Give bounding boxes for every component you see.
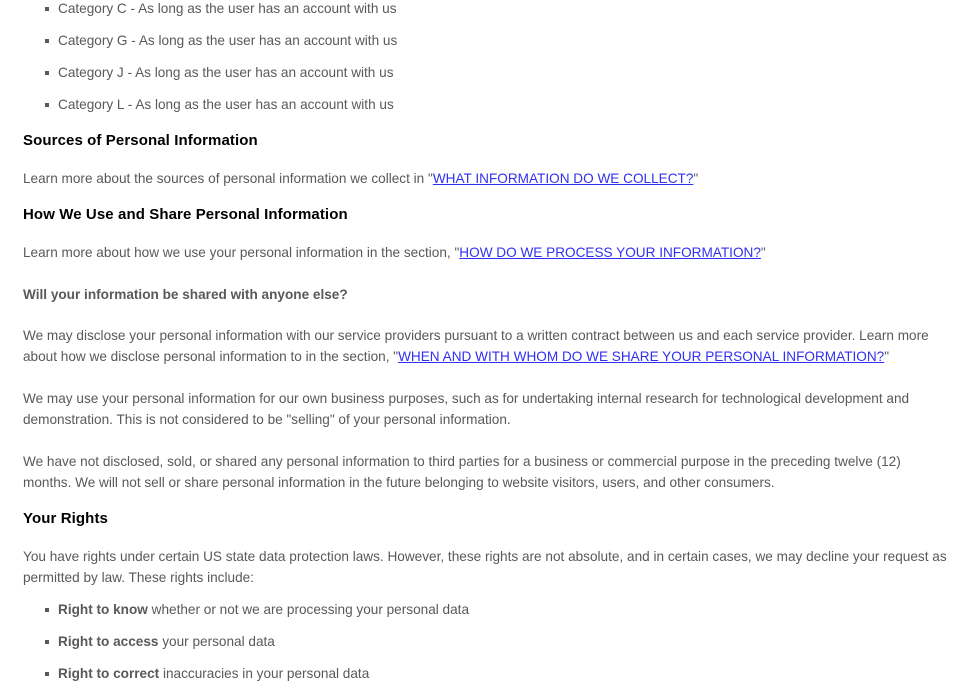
- retention-period: - As long as the user has an account with us: [127, 33, 398, 48]
- category-name: Category G: [58, 33, 128, 48]
- disclose-text-end: ": [884, 349, 890, 364]
- retention-period: - As long as the user has an account with us: [123, 65, 394, 80]
- disclose-text: We may disclose your personal information with our service providers pursuant to a written contract between us and each service provider. Learn more about how we disclose personal information to in the section, ": [23, 328, 929, 364]
- list-item: [23, 32, 397, 64]
- list-item: [23, 0, 397, 32]
- use-share-text-end: ": [760, 245, 766, 260]
- right-description: your personal data: [158, 634, 275, 649]
- use-share-paragraph: [23, 242, 948, 263]
- sources-text-end: ": [693, 171, 699, 186]
- rights-list: [23, 601, 469, 697]
- disclose-paragraph: [23, 325, 948, 367]
- list-item: [23, 665, 469, 697]
- right-name: Right to access: [58, 634, 159, 649]
- right-description: inaccuracies in your personal data: [159, 666, 370, 681]
- list-item: [23, 64, 397, 96]
- retention-period: - As long as the user has an account with us: [126, 1, 397, 16]
- sources-text: Learn more about the sources of personal information we collect in ": [23, 171, 433, 186]
- category-name: Category C: [58, 1, 127, 16]
- what-information-link[interactable]: WHAT INFORMATION DO WE COLLECT?: [432, 171, 694, 186]
- category-name: Category J: [58, 65, 124, 80]
- retention-period: - As long as the user has an account with us: [124, 97, 394, 112]
- not-disclosed-paragraph: We have not disclosed, sold, or shared any personal information to third parties for a business or commercial purpose in the preceding twelve (12) months. We will not sell or share personal information in the future belonging to website visitors, users, and other consumers.: [23, 454, 901, 490]
- share-information-link[interactable]: WHEN AND WITH WHOM DO WE SHARE YOUR PERSONAL INFORMATION?: [398, 349, 885, 364]
- use-share-text: Learn more about how we use your personal information in the section, ": [23, 245, 460, 260]
- list-item: [23, 601, 469, 633]
- business-purposes-paragraph: We may use your personal information for our own business purposes, such as for undertaking internal research for technological development and demonstration. This is not considered to be "selling" of your personal information.: [23, 391, 910, 427]
- retention-list: [23, 0, 397, 128]
- your-rights-heading: Your Rights: [23, 510, 108, 527]
- use-share-heading: How We Use and Share Personal Information: [23, 206, 348, 223]
- sources-heading: Sources of Personal Information: [23, 132, 258, 149]
- list-item: [23, 633, 469, 665]
- right-name: Right to know: [58, 602, 148, 617]
- right-name: Right to correct: [58, 666, 160, 681]
- rights-intro-paragraph: You have rights under certain US state data protection laws. However, these rights are not absolute, and in certain cases, we may decline your request as permitted by law. These rights include:: [23, 549, 947, 585]
- sources-paragraph: [23, 168, 948, 189]
- list-item: [23, 96, 397, 128]
- shared-question: Will your information be shared with anyone else?: [23, 287, 348, 302]
- right-description: whether or not we are processing your personal data: [147, 602, 470, 617]
- category-name: Category L: [58, 97, 124, 112]
- process-information-link[interactable]: HOW DO WE PROCESS YOUR INFORMATION?: [459, 245, 761, 260]
